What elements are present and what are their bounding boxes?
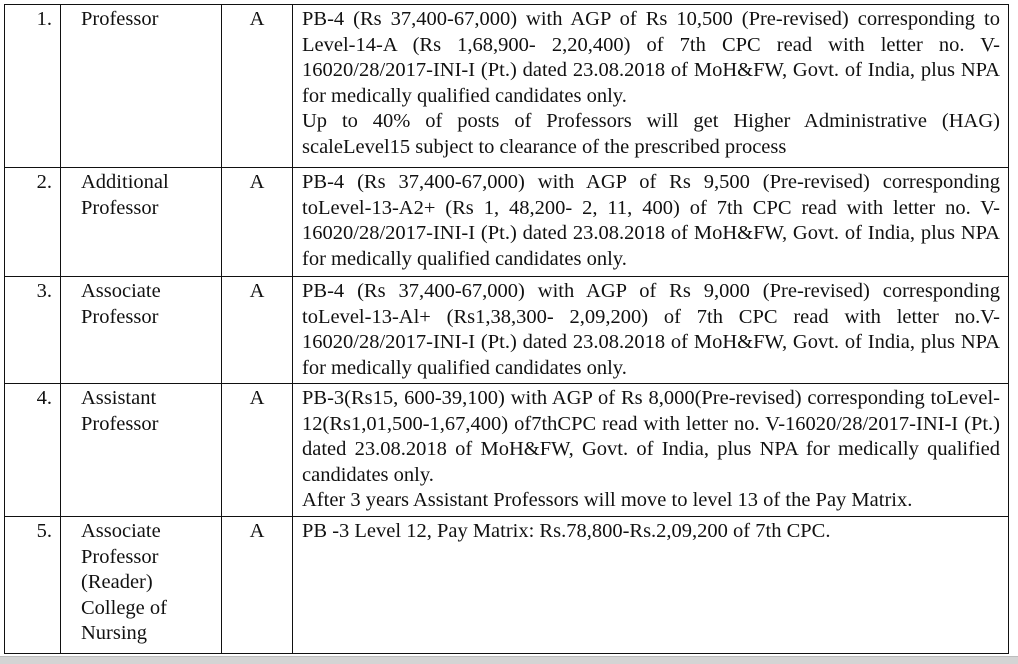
pay-scale: PB-4 (Rs 37,400-67,000) with AGP of Rs 9,000 (Pre-revised) corresponding toLevel-13-Al+ (Rs1,38,300- 2,09,200) of 7th CPC read with letter no.V-16020/28/2017-INI-I (Pt.) dated 23.08.2018 of MoH&FW, Govt. of India, plus NPA for medically qualified candidates only. — [293, 277, 1009, 384]
group: A — [222, 384, 293, 517]
serial-number: 2. — [5, 168, 61, 277]
post-name: Additional Professor — [61, 168, 222, 277]
serial-number: 3. — [5, 277, 61, 384]
group: A — [222, 517, 293, 654]
pay-scale: PB-4 (Rs 37,400-67,000) with AGP of Rs 9,500 (Pre-revised) corresponding toLevel-13-A2+ (Rs 1, 48,200- 2, 11, 400) of 7th CPC read with letter no. V-16020/28/2017-INI-I (Pt.) dated 23.08.2018 of MoH&FW, Govt. of India, plus NPA for medically qualified candidates only. — [293, 168, 1009, 277]
serial-number: 1. — [5, 5, 61, 168]
table-row — [5, 517, 1009, 654]
table-row — [5, 5, 1009, 168]
post-name: Professor — [61, 5, 222, 168]
pay-scale: PB -3 Level 12, Pay Matrix: Rs.78,800-Rs.2,09,200 of 7th CPC. — [293, 517, 1009, 654]
group: A — [222, 168, 293, 277]
pay-scale-note: After 3 years Assistant Professors will move to level 13 of the Pay Matrix. — [302, 489, 913, 512]
pay-scale-note: Up to 40% of posts of Professors will get Higher Administrative (HAG) scaleLevel15 subject to clearance of the prescribed process — [302, 110, 1000, 158]
pay-scale — [293, 5, 1009, 168]
table-row — [5, 384, 1009, 517]
table-row — [5, 168, 1009, 277]
pay-scale — [293, 384, 1009, 517]
post-name: Associate Professor — [61, 277, 222, 384]
group: A — [222, 277, 293, 384]
serial-number: 5. — [5, 517, 61, 654]
pay-scale-text: PB-4 (Rs 37,400-67,000) with AGP of Rs 10,500 (Pre-revised) corresponding to Level-14-A (Rs 1,68,900- 2,20,400) of 7th CPC read with letter no. V-16020/28/2017-INI-I (Pt.) dated 23.08.2018 of MoH&FW, Govt. of India, plus NPA for medically qualified candidates only. — [302, 8, 1000, 107]
table-row — [5, 277, 1009, 384]
post-name: Associate Professor (Reader) College of Nursing — [61, 517, 222, 654]
group: A — [222, 5, 293, 168]
post-name: Assistant Professor — [61, 384, 222, 517]
serial-number: 4. — [5, 384, 61, 517]
pay-scale-text: PB-3(Rs15, 600-39,100) with AGP of Rs 8,000(Pre-revised) corresponding toLevel-12(Rs1,01,500-1,67,400) of7thCPC read with letter no. V-16020/28/2017-INI-I (Pt.) dated 23.08.2018 of MoH&FW, Govt. of India, plus NPA for medically qualified candidates only. — [302, 387, 1000, 486]
pay-scale-table — [4, 4, 1009, 654]
